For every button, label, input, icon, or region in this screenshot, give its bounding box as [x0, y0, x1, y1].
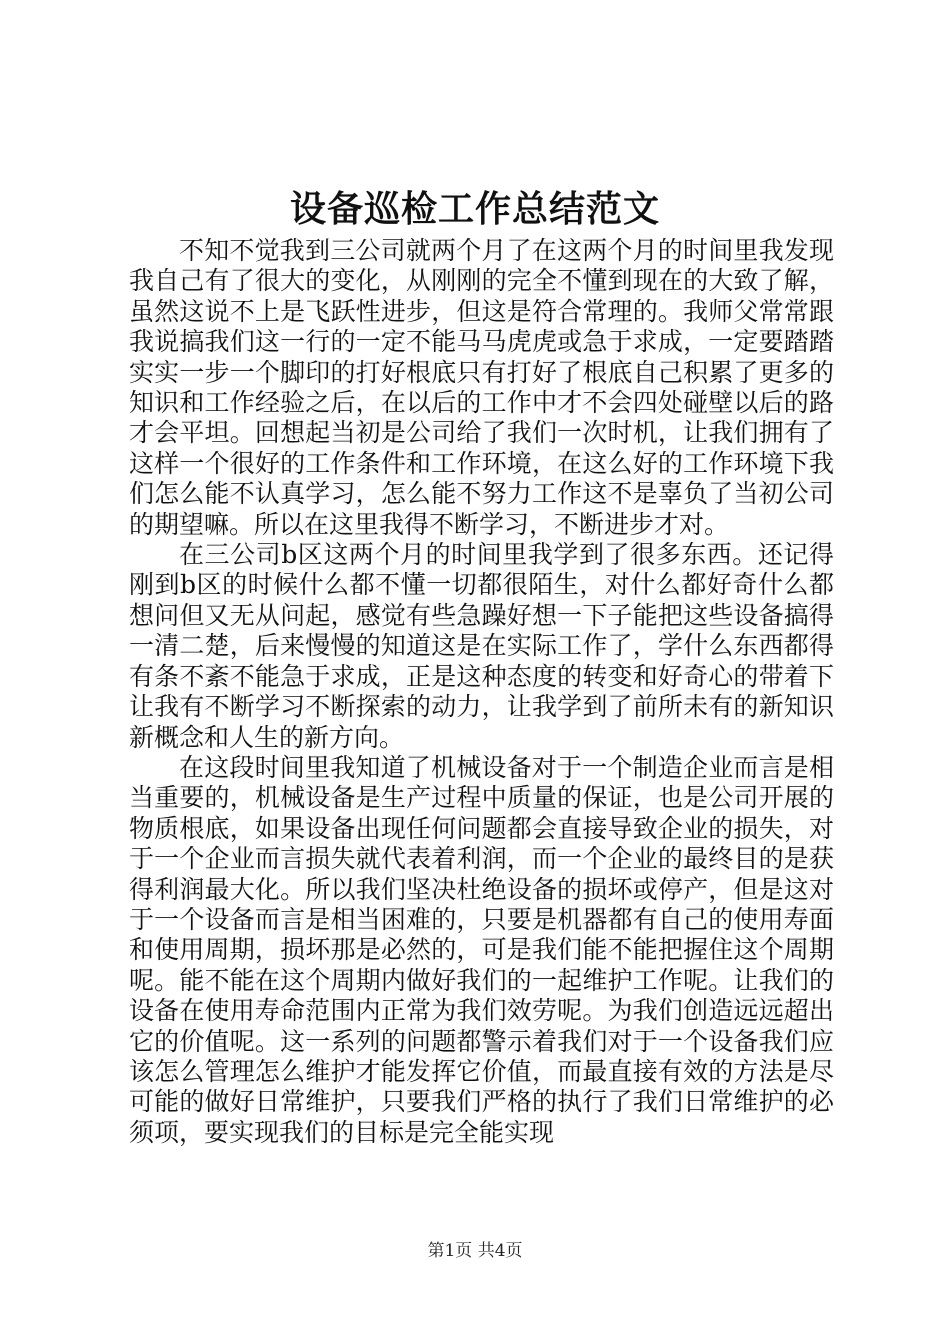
page-number-footer: 第1页 共4页: [427, 1241, 523, 1261]
document-title: 设备巡检工作总结范文: [289, 188, 660, 230]
paragraph: 在三公司b区这两个月的时间里我学到了很多东西。还记得刚到b区的时候什么都不懂一切都很陌生，对什么都好奇什么都想问但又无从问起，感觉有些急躁好想一下子能把这些设备搞得一清二楚，后来慢慢的知道这是在实际工作了，学什么东西都得有条不紊不能急于求成，正是这种态度的转变和好奇心的带着下让我有不断学习不断探索的动力，让我学到了前所未有的新知识新概念和人生的新方向。: [129, 540, 834, 752]
document-body: [129, 236, 834, 1148]
paragraph: 不知不觉我到三公司就两个月了在这两个月的时间里我发现我自己有了很大的变化，从刚刚的完全不懂到现在的大致了解，虽然这说不上是飞跃性进步，但这是符合常理的。我师父常常跟我说搞我们这一行的一定不能马马虎虎或急于求成，一定要踏踏实实一步一个脚印的打好根底只有打好了根底自己积累了更多的知识和工作经验之后，在以后的工作中才不会四处碰壁以后的路才会平坦。回想起当初是公司给了我们一次时机，让我们拥有了这样一个很好的工作条件和工作环境，在这么好的工作环境下我们怎么能不认真学习，怎么能不努力工作这不是辜负了当初公司的期望嘛。所以在这里我得不断学习，不断进步才对。: [129, 236, 834, 539]
paragraph: 在这段时间里我知道了机械设备对于一个制造企业而言是相当重要的，机械设备是生产过程中质量的保证，也是公司开展的物质根底，如果设备出现任何问题都会直接导致企业的损失，对于一个企业而言损失就代表着利润，而一个企业的最终目的是获得利润最大化。所以我们坚决杜绝设备的损坏或停产，但是这对于一个设备而言是相当困难的，只要是机器都有自己的使用寿面和使用周期，损坏那是必然的，可是我们能不能把握住这个周期呢。能不能在这个周期内做好我们的一起维护工作呢。让我们的设备在使用寿命范围内正常为我们效劳呢。为我们创造远远超出它的价值呢。这一系列的问题都警示着我们对于一个设备我们应该怎么管理怎么维护才能发挥它价值，而最直接有效的方法是尽可能的做好日常维护，只要我们严格的执行了我们日常维护的必须项，要实现我们的目标是完全能实现: [129, 752, 834, 1147]
